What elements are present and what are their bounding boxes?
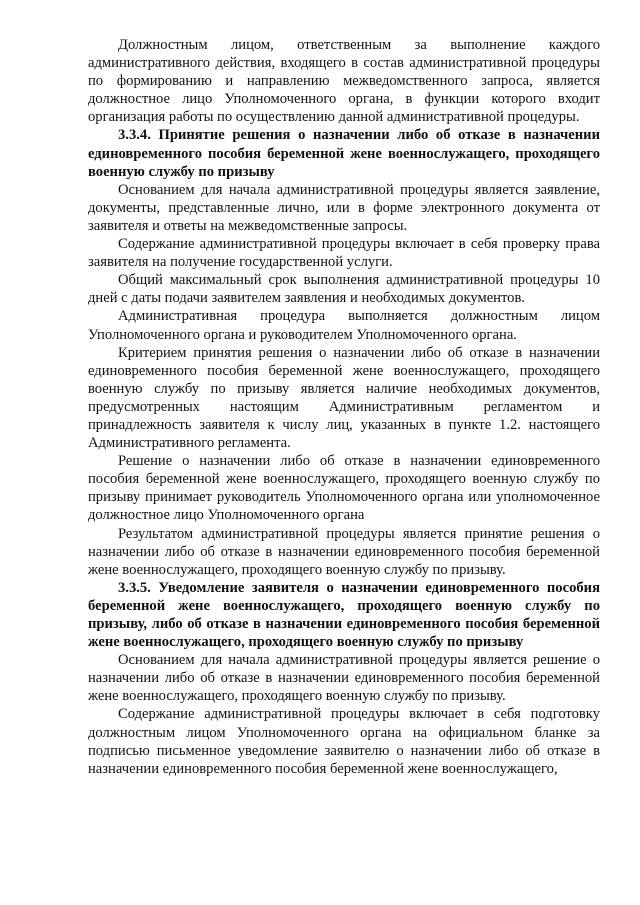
paragraph-performers: Административная процедура выполняется должностным лицом Уполномоченного органа и руководителем Уполномоченного органа.	[88, 308, 600, 343]
paragraph-decision: Решение о назначении либо об отказе в назначении единовременного пособия беременной жене военнослужащего, проходящего военную службу по призыву принимает руководитель Уполномоченного органа или уполномоченное должностное лицо Уполномоченного органа	[88, 453, 600, 524]
section-number: 3.3.5.	[118, 579, 151, 596]
paragraph-grounds: Основанием для начала административной процедуры является заявление, документы, представленные лично, или в форме электронного документа от заявителя и ответы на межведомственные запросы.	[88, 181, 600, 234]
section-title: Принятие решения о назначении либо об отказе в назначении единовременного пособия беременной жене военнослужащего, проходящего военную службу по призыву	[88, 127, 600, 180]
document-page	[88, 36, 600, 778]
paragraph-result: Результатом административной процедуры является принятие решения о назначении либо об отказе в назначении единовременного пособия беременной жене военнослужащего, проходящего военную службу по призыву.	[88, 525, 600, 578]
paragraph-notification-content: Содержание административной процедуры включает в себя подготовку должностным лицом Уполномоченного органа на официальном бланке за подписью письменное уведомление заявителю о назначении либо об отказе в назначении единовременного пособия беременной жене военнослужащего,	[88, 706, 600, 777]
paragraph-deadline: Общий максимальный срок выполнения административной процедуры 10 дней с даты подачи заявителем заявления и необходимых документов.	[88, 272, 600, 307]
section-number: 3.3.4.	[118, 127, 151, 144]
paragraph-responsible-official: Должностным лицом, ответственным за выполнение каждого административного действия, входящего в состав административной процедуры по формированию и направлению межведомственного запроса, является должностное лицо Уполномоченного органа, в функции которого входит организация работы по осуществлению данной административной процедуры.	[88, 37, 600, 126]
paragraph-criteria: Критерием принятия решения о назначении либо об отказе в назначении единовременного пособия беременной жене военнослужащего, проходящего военную службу по призыву является наличие необходимых документов, предусмотренных настоящим Административным регламентом и принадлежность заявителя к числу лиц, указанных в пункте 1.2. настоящего Административного регламента.	[88, 344, 600, 452]
section-heading-3-3-4	[88, 126, 600, 180]
paragraph-notification-grounds: Основанием для начала административной процедуры является решение о назначении либо об отказе в назначении единовременного пособия беременной жене военнослужащего, проходящего военную службу по призыву.	[88, 652, 600, 705]
section-heading-3-3-5	[88, 579, 600, 651]
section-title: Уведомление заявителя о назначении единовременного пособия беременной жене военнослужащего, проходящего военную службу по призыву, либо об отказе в назначении единовременного пособия беременной жене военнослужащего, проходящего военную службу по призыву	[88, 579, 600, 651]
paragraph-content: Содержание административной процедуры включает в себя проверку права заявителя на получение государственной услуги.	[88, 236, 600, 271]
